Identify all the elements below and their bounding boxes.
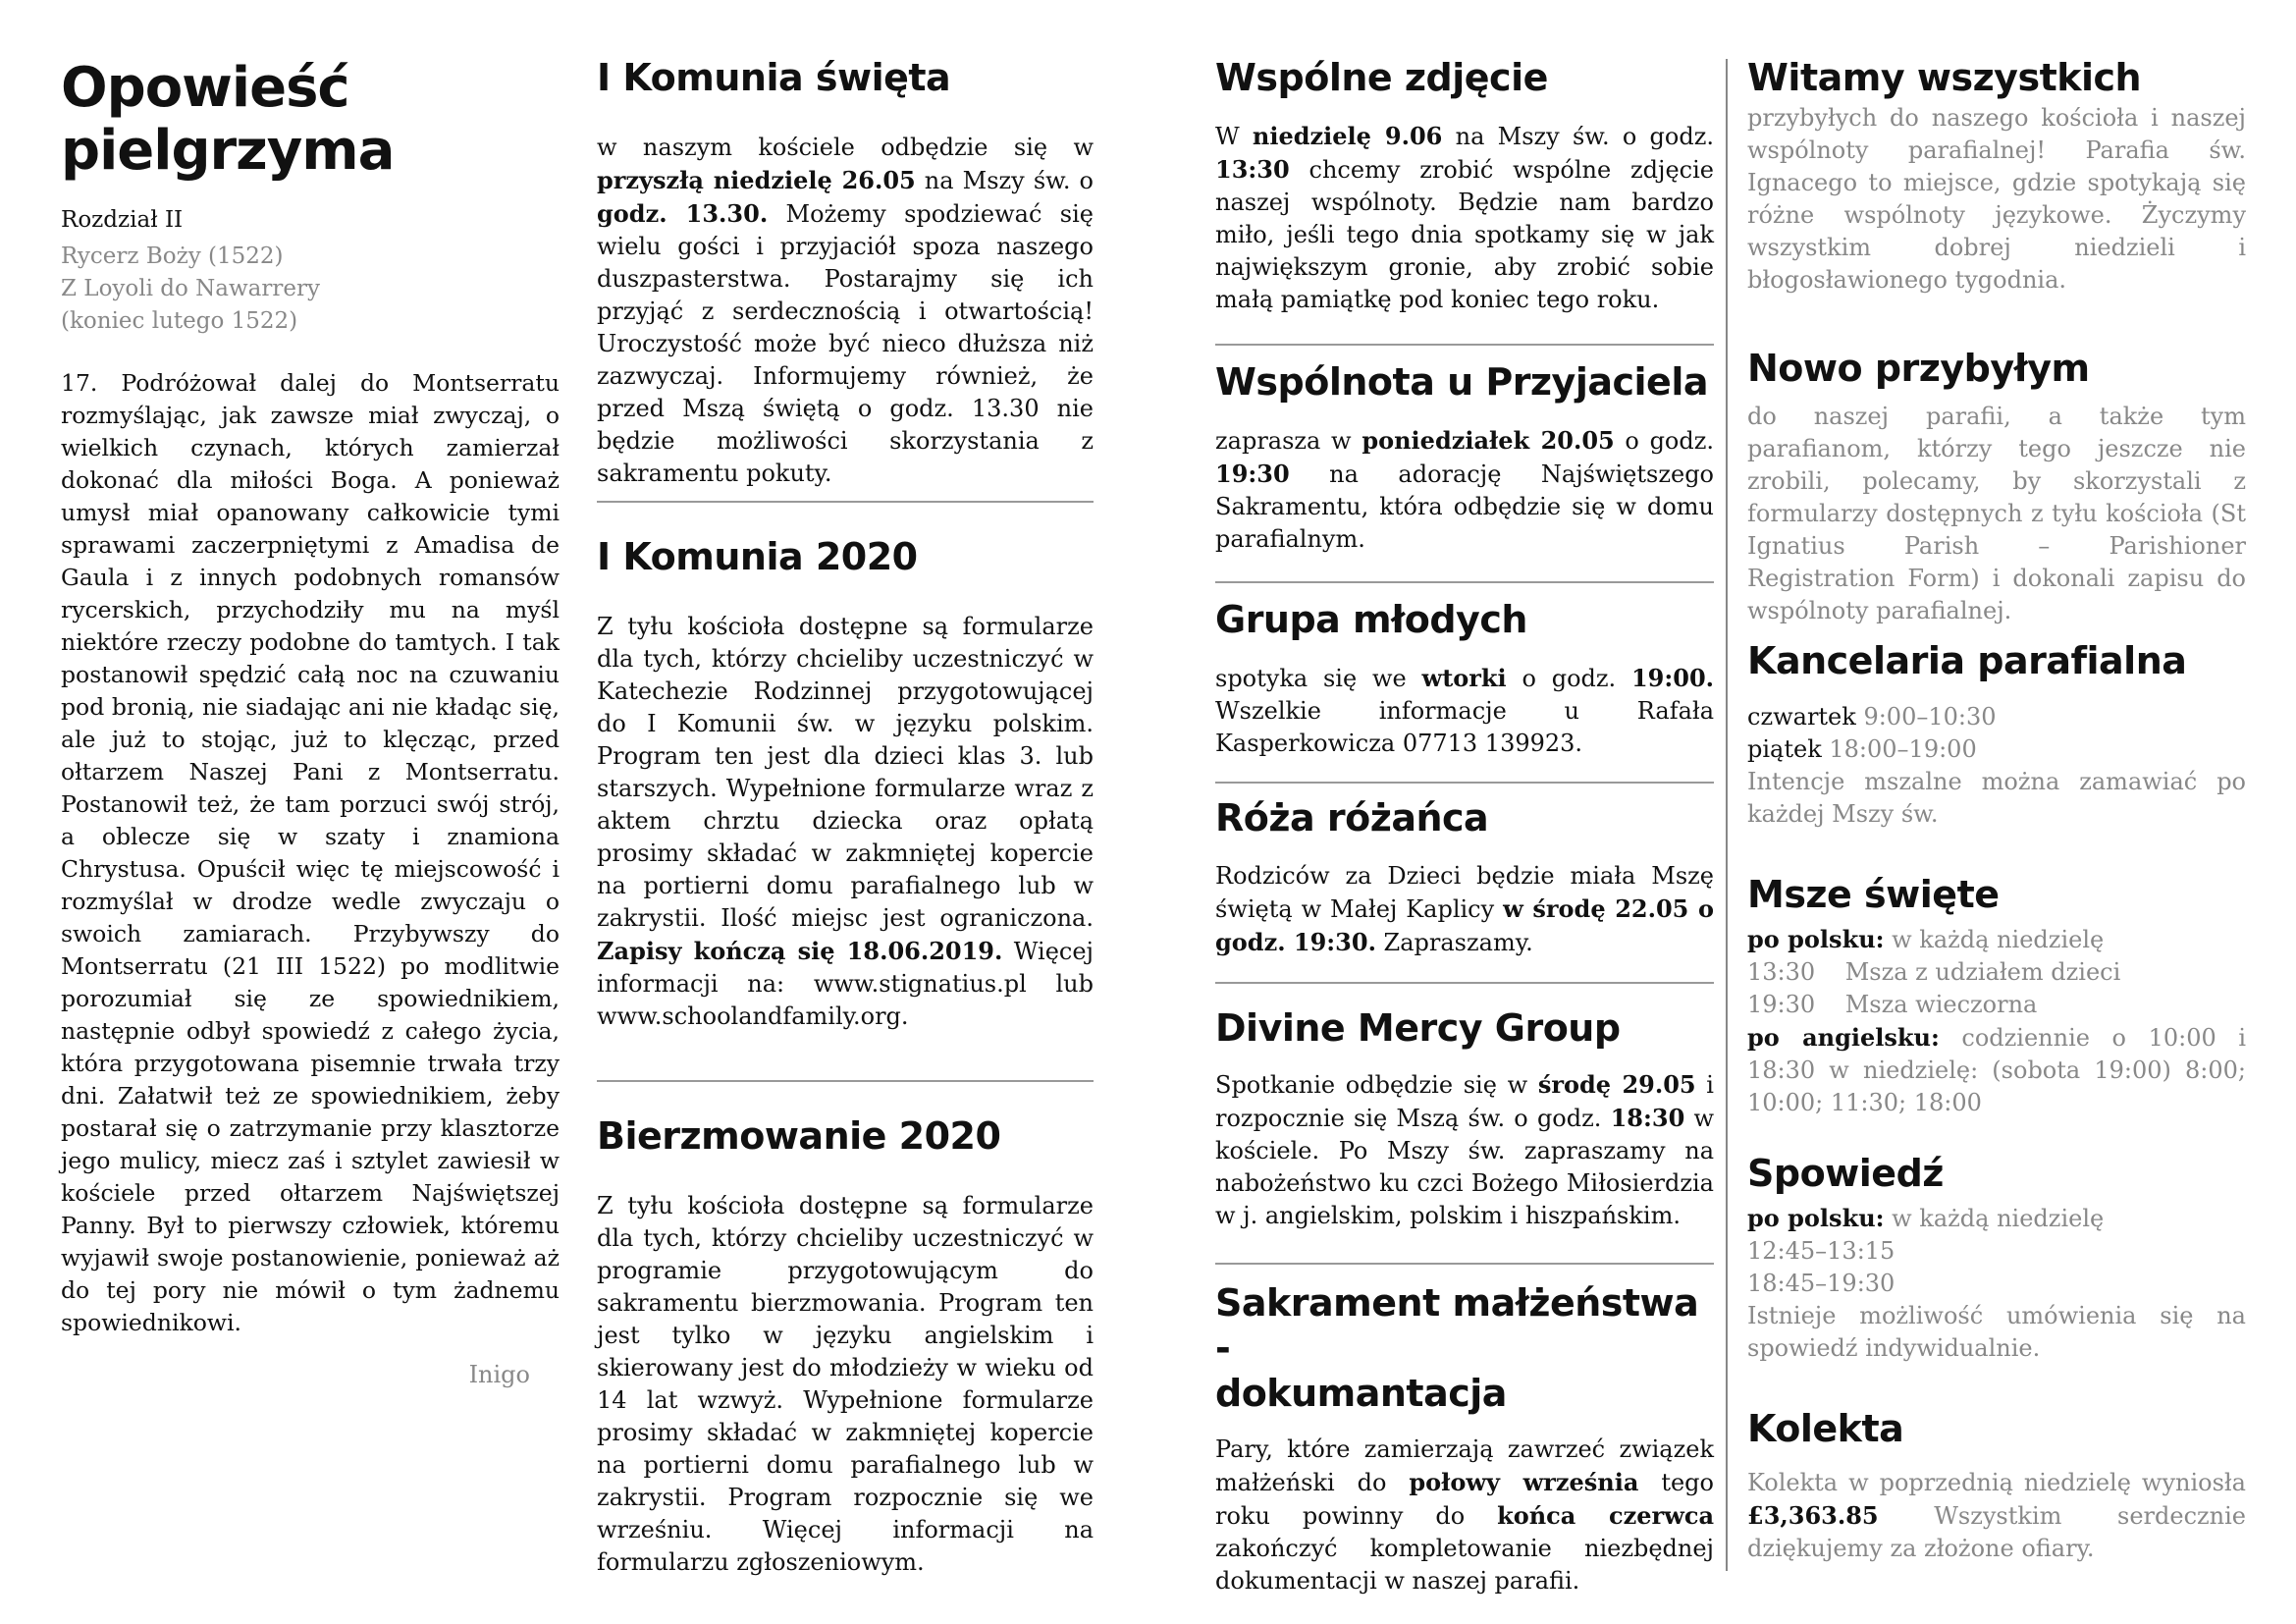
chapter-meta-2: Z Loyoli do Nawarrery — [61, 276, 320, 301]
office-hours-row: piątek 18:00–19:00 — [1747, 735, 1977, 763]
section-marriage — [1215, 1280, 1714, 1597]
mass-polish: po polsku: w każdą niedzielę — [1747, 925, 2105, 953]
section-text: spotyka się we wtorki o godz. 19:00. Wszelkie informacje u Rafała Kasperkowicza 07713 139923. — [1215, 664, 1714, 757]
story-column — [61, 0, 560, 1391]
section-title: Kolekta — [1747, 1407, 1904, 1450]
section-title: Wspólne zdjęcie — [1215, 56, 1548, 99]
story-text: 17. Podróżował dalej do Montserratu rozmyślając, jak zawsze miał zwyczaj, o wielkich czynach, których zamierzał dokonać dla miłości Boga. A ponieważ umysł miał opanowany całkowicie tymi sprawami zaczerpniętymi z Amadisa de Gaula i z innych podobnych romansów rycerskich, przychodziły mu na myśl niektóre rzeczy podobne do tamtych. I tak postanowił spędzić całą noc na czuwaniu pod bronią, nie siadając ani nie kładąc się, ale już to stojąc, już to klęcząc, przed ołtarzem Naszej Pani z Montserratu. Postanowił też, że tam porzuci swój strój, a oblecze się w szaty i znamiona Chrystusa. Opuścił więc tę miejscowość i rozmyślał w drodze wedle zwyczaju o swoich zamiarach. Przybywszy do Montserratu (21 III 1522) po modlitwie porozumiał się ze spowiednikiem, następnie odbył spowiedź z całego życia, która przygotowana pisemnie trwała trzy dni. Załatwił też ze spowiednikiem, żeby postarał się o zatrzymanie przy klasztorze jego mulicy, miecz zaś i sztylet zawiesił w kościele przed ołtarzem Najświętszej Panny. Był to pierwszy człowiek, któremu wyjawił swoje postanowienie, ponieważ aż do tej pory nie mówił o tym żadnemu spowiednikowi. — [61, 369, 560, 1336]
section-title: Wspólnota u Przyjaciela — [1215, 360, 1708, 404]
section-friends-community — [1215, 359, 1714, 556]
section-title: I Komunia święta — [597, 56, 951, 99]
story-title-line1: Opowieść — [61, 56, 349, 120]
section-group-photo — [1215, 55, 1714, 316]
office-hours-row: czwartek 9:00–10:30 — [1747, 703, 1997, 731]
section-title: Grupa młodych — [1215, 598, 1527, 641]
mass-english: po angielsku: codziennie o 10:00 i 18:30 w niedzielę: (sobota 19:00) 8:00; 10:00; 11:30; 18:00 — [1747, 1023, 2246, 1116]
section-text: zaprasza w poniedziałek 20.05 o godz. 19:30 na adorację Najświętszego Sakramentu, która odbędzie się w domu parafialnym. — [1215, 426, 1715, 553]
divider — [1215, 782, 1714, 784]
section-confession — [1747, 1151, 2246, 1365]
section-text: do naszej parafii, a także tym parafianom, którzy tego jeszcze nie zrobili, polecamy, by skorzystali z formularzy dostępnych z tyłu kościoła (St Ignatius Parish – Parishioner Registration Form) i dokonali zapisu do wspólnoty parafialnej. — [1747, 403, 2246, 624]
section-text: Rodziców za Dzieci będzie miała Mszę świętą w Małej Kaplicy w środę 22.05 o godz. 19:30. Zapraszamy. — [1215, 862, 1714, 956]
section-collection — [1747, 1406, 2246, 1565]
story-title-line2: pielgrzyma — [61, 119, 395, 183]
section-text: Z tyłu kościoła dostępne są formularze dla tych, którzy chcieliby uczestniczyć w programie przygotowującym do sakramentu bierzmowania. Program ten jest tylko w języku angielskim i skierowany jest do młodzieży w wieku od 14 lat wzwyż. Wypełnione formularze prosimy składać w zakmniętej kopercie na portierni domu parafialnego lub w zakrystii. Program rozpocznie się we wrześniu. Więcej informacji na formularzu zgłoszeniowym. — [597, 1192, 1094, 1576]
mass-row: 19:30 Msza wieczorna — [1747, 991, 2038, 1018]
section-first-communion — [597, 55, 1094, 490]
section-text: w naszym kościele odbędzie się w przyszłą niedzielę 26.05 na Mszy św. o godz. 13.30. Możemy spodziewać się wielu gości i przyjaciół spoza naszego duszpasterstwa. Postarajmy się ich przyjąć z serdecznością i otwartością! Uroczystość może być nieco dłuższa niż zazwyczaj. Informujemy również, że przed Mszą świętą o godz. 13.30 nie będzie możliwości skorzystania z sakramentu pokuty. — [597, 134, 1094, 487]
story-signature: Inigo — [468, 1361, 530, 1388]
divider — [597, 501, 1094, 503]
divider — [1215, 581, 1714, 583]
section-title: Bierzmowanie 2020 — [597, 1114, 1001, 1158]
column-divider — [1726, 59, 1728, 1571]
section-communion-2020 — [597, 534, 1094, 1033]
section-title: Sakrament małżeństwa - dokumantacja — [1215, 1281, 1699, 1415]
mass-row: 13:30 Msza z udziałem dzieci — [1747, 958, 2121, 986]
divider — [1215, 1263, 1714, 1265]
section-title: Nowo przybyłym — [1747, 347, 2090, 390]
section-newcomers — [1747, 346, 2246, 627]
chapter-meta-1: Rycerz Boży (1522) — [61, 244, 284, 269]
divider — [1215, 344, 1714, 346]
section-masses — [1747, 872, 2246, 1119]
section-title: Róża różańca — [1215, 796, 1489, 839]
confession-time: 18:45–19:30 — [1747, 1270, 1896, 1297]
chapter-label: Rozdział II — [61, 207, 184, 233]
office-note: Intencje mszalne można zamawiać po każdej Mszy św. — [1747, 768, 2246, 828]
section-title: Witamy wszystkich — [1747, 56, 2142, 99]
divider — [597, 1080, 1094, 1082]
section-text: W niedzielę 9.06 na Mszy św. o godz. 13:30 chcemy zrobić wspólne zdjęcie naszej wspólnoty. Będzie nam bardzo miło, jeśli tego dnia spotkamy się w jak największym gronie, aby zrobić sobie małą pamiątkę pod koniec tego roku. — [1215, 122, 1715, 313]
section-rosary — [1215, 795, 1714, 959]
section-youth-group — [1215, 597, 1714, 760]
divider — [1215, 982, 1714, 984]
section-text: Kolekta w poprzednią niedzielę wyniosła £3,363.85 Wszystkim serdecznie dziękujemy za złożone ofiary. — [1747, 1469, 2246, 1562]
confession-polish: po polsku: w każdą niedzielę — [1747, 1204, 2105, 1232]
section-title: Kancelaria parafialna — [1747, 639, 2187, 682]
section-divine-mercy — [1215, 1005, 1714, 1232]
section-parish-office — [1747, 638, 2246, 831]
confession-time: 12:45–13:15 — [1747, 1237, 1896, 1265]
confession-note: Istnieje możliwość umówienia się na spowiedź indywidualnie. — [1747, 1302, 2246, 1362]
section-title: Msze święte — [1747, 873, 2000, 916]
section-text: Z tyłu kościoła dostępne są formularze dla tych, którzy chcieliby uczestniczyć w Katechezie Rodzinnej przygotowującej do I Komunii św. w języku polskim. Program ten jest dla dzieci klas 3. lub starszych. Wypełnione formularze wraz z aktem chrztu dziecka oraz opłatą prosimy składać w zakmniętej kopercie na portierni domu parafialnego lub w zakrystii. Ilość miejsc jest ograniczona. Zapisy kończą się 18.06.2019. Więcej informacji na: www.stignatius.pl lub www.schoolandfamily.org. — [597, 613, 1094, 1030]
chapter-meta-3: (koniec lutego 1522) — [61, 308, 298, 334]
story-title — [61, 57, 560, 183]
section-title: Spowiedź — [1747, 1152, 1944, 1195]
section-confirmation-2020 — [597, 1113, 1094, 1579]
section-title: Divine Mercy Group — [1215, 1006, 1621, 1050]
section-welcome — [1747, 55, 2246, 297]
section-text: Pary, które zamierzają zawrzeć związek małżeński do połowy września tego roku powinny do końca czerwca zakończyć kompletowanie niezbędnej dokumentacji w naszej parafii. — [1215, 1435, 1714, 1595]
section-text: przybyłych do naszego kościoła i naszej wspólnoty parafialnej! Parafia św. Ignacego to miejsce, gdzie spotykają się różne wspólnoty językowe. Życzymy wszystkim dobrej niedzieli i błogosławionego tygodnia. — [1747, 104, 2246, 294]
section-title: I Komunia 2020 — [597, 535, 918, 578]
section-text: Spotkanie odbędzie się w środę 29.05 i rozpocznie się Mszą św. o godz. 18:30 w kościele. Po Mszy św. zapraszamy na nabożeństwo ku czci Bożego Miłosierdzia w j. angielskim, polskim i hiszpańskim. — [1215, 1070, 1715, 1229]
